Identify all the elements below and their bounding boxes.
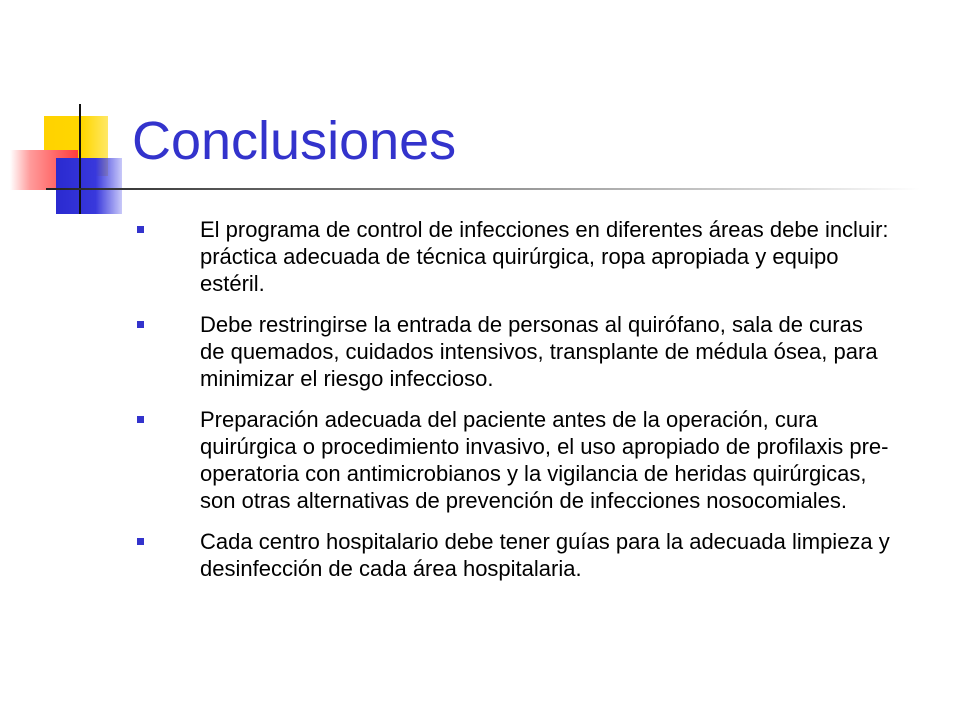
square-bullet-icon (137, 416, 144, 423)
bullet-item (130, 528, 890, 582)
title-underline (46, 188, 920, 190)
slide-title: Conclusiones (132, 111, 457, 171)
decorative-vertical-line (79, 104, 81, 214)
bullet-list (130, 216, 890, 596)
bullet-text: Debe restringirse la entrada de personas al quirófano, sala de curas de quemados, cuidados intensivos, transplante de médula ósea, para minimizar el riesgo infeccioso. (200, 312, 878, 391)
square-bullet-icon (137, 321, 144, 328)
bullet-text: Cada centro hospitalario debe tener guías para la adecuada limpieza y desinfección de cada área hospitalaria. (200, 529, 890, 581)
bullet-text: Preparación adecuada del paciente antes de la operación, cura quirúrgica o procedimiento invasivo, el uso apropiado de profilaxis pre-operatoria con antimicrobianos y la vigilancia de heridas quirúrgicas, son otras alternativas de prevención de infecciones nosocomiales. (200, 407, 889, 513)
square-bullet-icon (137, 538, 144, 545)
decorative-blue-square (56, 158, 122, 214)
bullet-item (130, 406, 890, 514)
bullet-text: El programa de control de infecciones en diferentes áreas debe incluir: práctica adecuada de técnica quirúrgica, ropa apropiada y equipo estéril. (200, 217, 889, 296)
bullet-item (130, 311, 890, 392)
square-bullet-icon (137, 226, 144, 233)
bullet-item (130, 216, 890, 297)
